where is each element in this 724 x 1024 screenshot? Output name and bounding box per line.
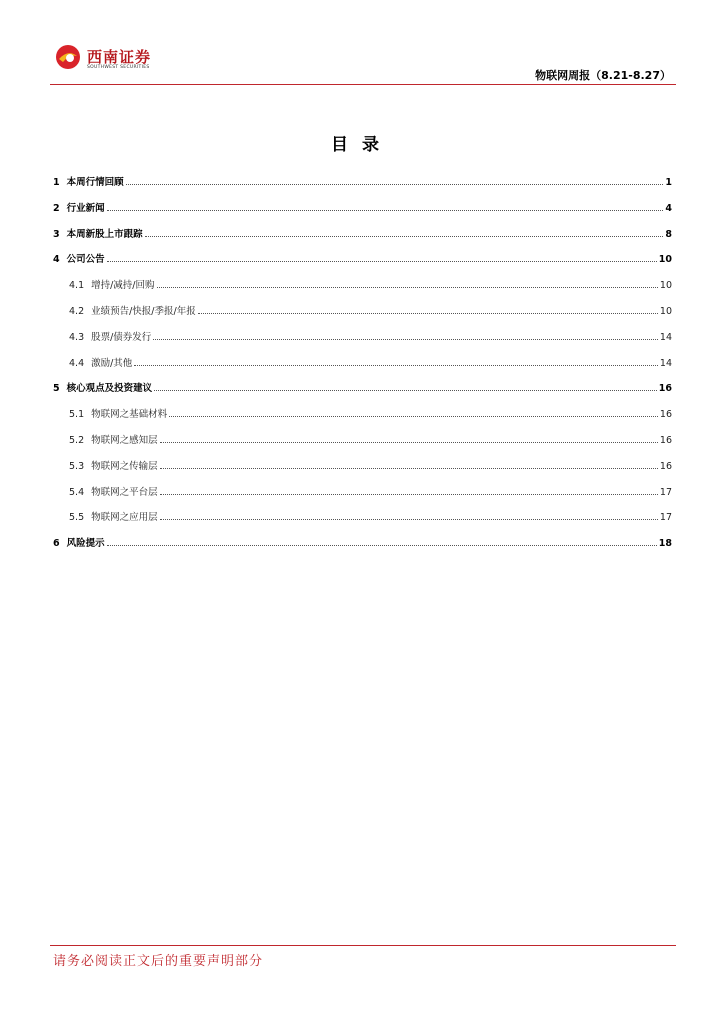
toc-entry[interactable] bbox=[53, 224, 672, 240]
header-divider bbox=[50, 84, 676, 85]
toc-entry-number: 4 bbox=[53, 254, 60, 266]
toc-entry-number: 5.2 bbox=[69, 435, 85, 446]
toc-entry-page: 16 bbox=[659, 435, 672, 446]
toc-entry-label: 本周新股上市跟踪 bbox=[66, 228, 143, 240]
toc-entry-label: 激励/其他 bbox=[91, 357, 133, 369]
toc-leader-dots bbox=[126, 183, 664, 185]
toc-entry-label: 物联网之感知层 bbox=[91, 435, 158, 446]
toc-entry-page: 14 bbox=[659, 331, 672, 343]
toc-entry-number: 2 bbox=[53, 202, 60, 214]
toc-entry[interactable] bbox=[53, 249, 672, 265]
toc-entry-label: 业绩预告/快报/季报/年报 bbox=[91, 306, 196, 317]
toc-entry-label: 股票/债券发行 bbox=[91, 331, 152, 343]
logo-icon bbox=[55, 44, 81, 70]
toc-entry-page: 16 bbox=[659, 460, 672, 472]
toc-leader-dots bbox=[160, 493, 658, 495]
toc-entry-label: 风险提示 bbox=[66, 538, 105, 550]
logo-text-cn: 西南证券 bbox=[87, 48, 152, 66]
toc-heading: 目录 bbox=[331, 135, 393, 155]
logo-text-en: SOUTHWEST SECURITIES bbox=[87, 65, 150, 70]
toc-entry[interactable] bbox=[53, 404, 672, 420]
footer-notice: 请务必阅读正文后的重要声明部分 bbox=[53, 954, 264, 969]
toc-entry[interactable] bbox=[53, 430, 672, 446]
toc-leader-dots bbox=[198, 312, 658, 314]
toc-entry[interactable] bbox=[53, 275, 672, 291]
toc-entry-number: 5 bbox=[53, 383, 60, 395]
toc-entry[interactable] bbox=[53, 301, 672, 317]
toc-entry-number: 5.5 bbox=[69, 512, 85, 524]
toc-leader-dots bbox=[154, 389, 657, 391]
toc-entry-number: 1 bbox=[53, 177, 60, 188]
toc-entry-page: 16 bbox=[659, 409, 672, 421]
toc-entry-number: 4.2 bbox=[69, 306, 85, 317]
toc-entry[interactable] bbox=[53, 172, 672, 188]
toc-entry-label: 物联网之传输层 bbox=[91, 460, 158, 472]
company-logo bbox=[55, 44, 165, 76]
toc-entry-page: 10 bbox=[659, 280, 672, 292]
toc-entry-number: 5.4 bbox=[69, 486, 85, 498]
toc-leader-dots bbox=[107, 260, 657, 262]
toc-entry[interactable] bbox=[53, 482, 672, 498]
toc-entry-page: 17 bbox=[659, 512, 672, 524]
toc-entry-page: 17 bbox=[659, 486, 672, 498]
report-title: 物联网周报（8.21-8.27） bbox=[535, 69, 671, 82]
footer-divider bbox=[50, 945, 676, 946]
toc-leader-dots bbox=[134, 364, 658, 366]
toc-entry-label: 增持/减持/回购 bbox=[91, 280, 155, 292]
toc-entry-number: 4.4 bbox=[69, 357, 85, 369]
toc-leader-dots bbox=[157, 286, 658, 288]
toc-entry-page: 16 bbox=[658, 383, 672, 395]
toc-entry[interactable] bbox=[53, 378, 672, 394]
toc-entry[interactable] bbox=[53, 353, 672, 369]
toc-entry-label: 行业新闻 bbox=[66, 202, 105, 214]
toc-entry-label: 本周行情回顾 bbox=[66, 177, 124, 188]
toc-entry[interactable] bbox=[53, 456, 672, 472]
toc-leader-dots bbox=[160, 467, 658, 469]
toc-entry-page: 1 bbox=[665, 177, 672, 188]
toc-entry-number: 6 bbox=[53, 538, 60, 550]
toc-entry-page: 8 bbox=[665, 228, 672, 240]
toc-entry-number: 4.3 bbox=[69, 331, 85, 343]
toc-leader-dots bbox=[160, 441, 658, 443]
toc-entry-label: 物联网之平台层 bbox=[91, 486, 158, 498]
toc-entry-page: 10 bbox=[658, 254, 672, 266]
toc-entry-page: 4 bbox=[665, 202, 672, 214]
toc-entry-page: 14 bbox=[659, 357, 672, 369]
toc-entry-label: 公司公告 bbox=[66, 254, 105, 266]
toc-leader-dots bbox=[153, 338, 658, 340]
toc-leader-dots bbox=[160, 518, 658, 520]
toc-entry-number: 5.1 bbox=[69, 409, 85, 421]
toc-entry-label: 核心观点及投资建议 bbox=[66, 383, 153, 395]
toc-entry-label: 物联网之应用层 bbox=[91, 512, 158, 524]
toc-leader-dots bbox=[107, 544, 657, 546]
toc-entry-label: 物联网之基础材料 bbox=[91, 409, 168, 421]
toc-entry[interactable] bbox=[53, 533, 672, 549]
toc-leader-dots bbox=[169, 415, 658, 417]
toc-entry-page: 18 bbox=[658, 538, 672, 550]
page-header bbox=[0, 0, 724, 90]
toc-leader-dots bbox=[145, 235, 664, 237]
toc-entry[interactable] bbox=[53, 198, 672, 214]
toc-entry-number: 5.3 bbox=[69, 460, 85, 472]
toc-entry-number: 3 bbox=[53, 228, 60, 240]
toc-entry-page: 10 bbox=[659, 306, 672, 317]
toc-leader-dots bbox=[107, 209, 664, 211]
toc-entry[interactable] bbox=[53, 327, 672, 343]
toc-entry[interactable] bbox=[53, 507, 672, 523]
toc-entry-number: 4.1 bbox=[69, 280, 85, 292]
